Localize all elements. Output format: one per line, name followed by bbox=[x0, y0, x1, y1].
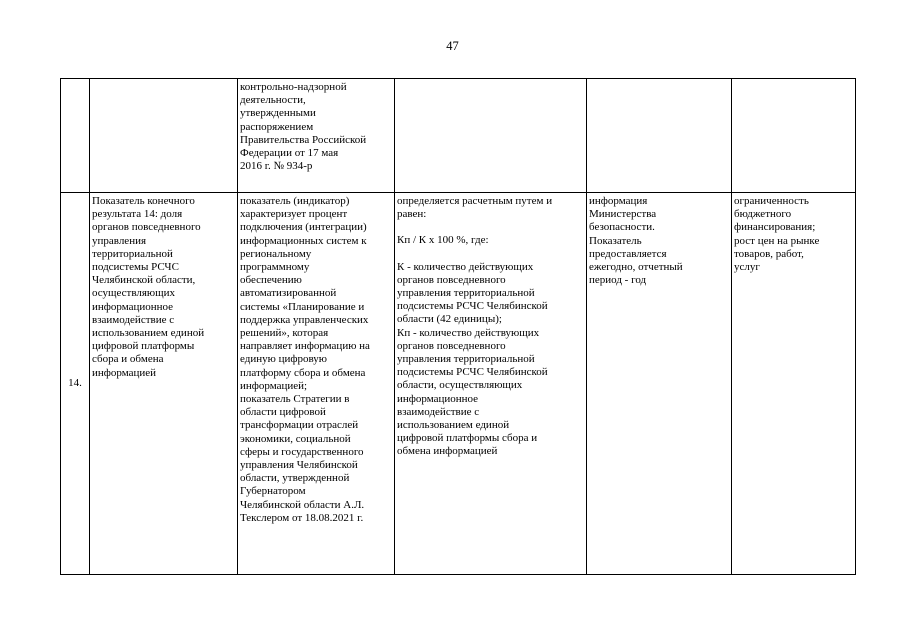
row-number-cell bbox=[61, 193, 90, 575]
calculation-formula: Кп / К х 100 %, где: bbox=[397, 234, 489, 247]
data-source: информация Министерства безопасности. Показатель предоставляется ежегодно, отчетный период - год bbox=[589, 195, 683, 287]
indicator-name: Показатель конечного результата 14: доля органов повседневного управления территориальной подсистемы РСЧС Челябинской области, осуществляющих информационное взаимодействие с использованием единой цифровой платформы сбора и обмена информацией bbox=[92, 195, 205, 379]
risk-factors-cell bbox=[732, 193, 856, 575]
risk-factors-cell bbox=[732, 79, 856, 193]
description-text: контрольно-надзорной деятельности, утвержденными распоряжением Правительства Российской Федерации от 17 мая 2016 г. № 934-р bbox=[240, 81, 367, 173]
indicator-name-cell bbox=[90, 193, 238, 575]
row-number-cell bbox=[61, 79, 90, 193]
calculation-method-cell bbox=[395, 79, 587, 193]
indicator-table bbox=[60, 78, 856, 575]
indicator-description: показатель (индикатор) характеризует процент подключения (интеграции) информационных систем к региональному программному обеспечению автоматизированной системы «Планирование и поддержка управленческих решений», которая направляет информацию на единую цифровую платформу сбора и обмена информацией; показатель Стратегии в области цифровой трансформации отраслей экономики, социальной сферы и государственного управления Челябинской области, утвержденной Губернатором Челябинской области А.Л. Текслером от 18.08.2021 г. bbox=[240, 195, 370, 524]
calculation-method-cell bbox=[395, 193, 587, 575]
calculation-intro: определяется расчетным путем и равен: bbox=[397, 195, 553, 221]
calculation-variables: К - количество действующих органов повседневного управления территориальной подсистемы РСЧС Челябинской области (42 единицы); Кп - количество действующих органов повседневного управления территориальной подсистемы РСЧС Челябинской области, осуществляющих информационное взаимодействие с использованием единой цифровой платформы сбора и обмена информацией bbox=[397, 260, 548, 458]
page-number: 47 bbox=[446, 39, 459, 53]
risk-factors: ограниченность бюджетного финансирования; рост цен на рынке товаров, работ, услуг bbox=[734, 195, 820, 274]
row-number: 14. bbox=[68, 376, 82, 389]
table-row-14 bbox=[61, 193, 856, 575]
indicator-description-cell bbox=[238, 79, 395, 193]
indicator-description-cell bbox=[238, 193, 395, 575]
data-source-cell bbox=[587, 193, 732, 575]
table-row-continuation bbox=[61, 79, 856, 193]
indicator-name-cell bbox=[90, 79, 238, 193]
data-source-cell bbox=[587, 79, 732, 193]
